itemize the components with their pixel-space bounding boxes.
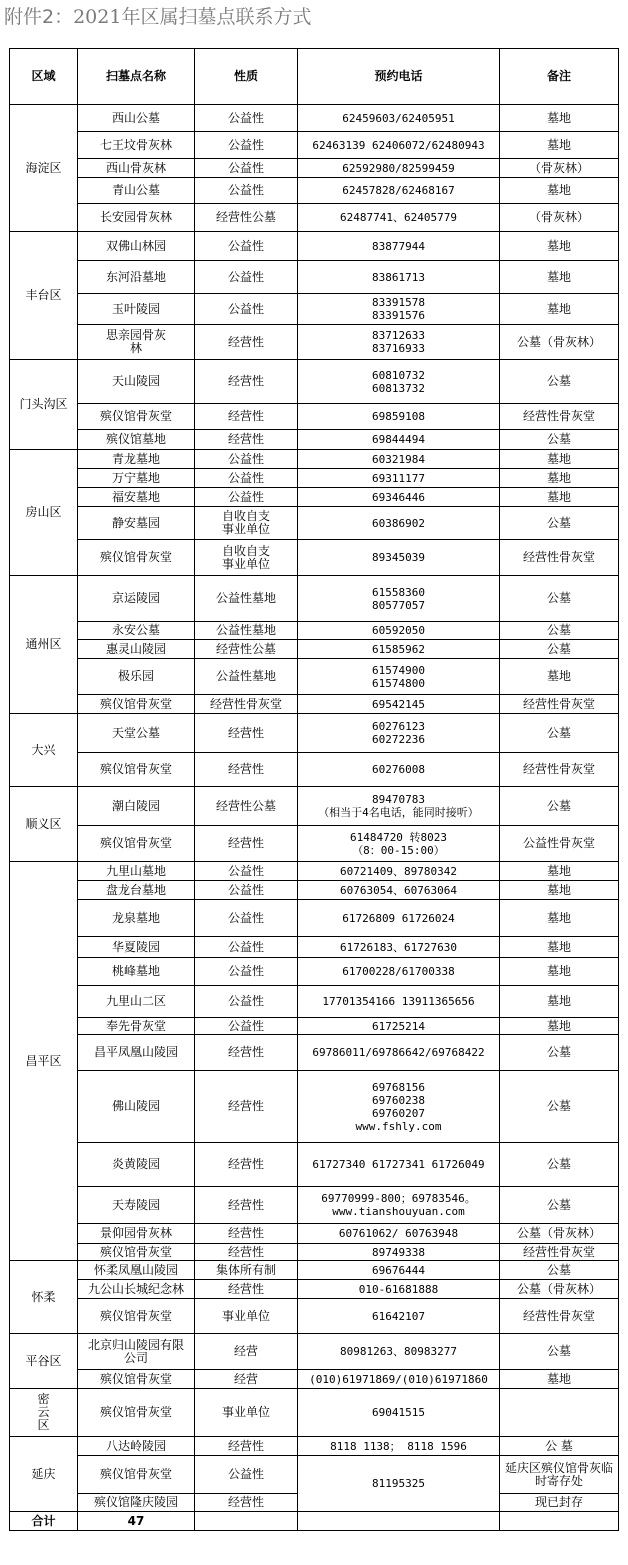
phone-cell: 61484720 转8023 （8：00-15:00） bbox=[298, 826, 500, 862]
site-cell: 殡仪馆骨灰堂 bbox=[78, 404, 195, 430]
note-cell: 经营性骨灰堂 bbox=[500, 695, 619, 714]
phone-cell: 62459603/62405951 bbox=[298, 105, 500, 132]
site-cell: 殡仪馆隆庆陵园 bbox=[78, 1494, 195, 1512]
note-cell: 墓地 bbox=[500, 232, 619, 261]
district-cell: 顺义区 bbox=[10, 787, 78, 862]
table-row bbox=[10, 937, 619, 958]
total-count: 47 bbox=[78, 1512, 195, 1531]
table-row bbox=[10, 488, 619, 507]
nature-cell: 经营性 bbox=[195, 1244, 298, 1261]
nature-cell: 公益性 bbox=[195, 488, 298, 507]
site-cell: 永安公墓 bbox=[78, 622, 195, 640]
nature-cell: 经营性 bbox=[195, 430, 298, 450]
phone-cell: 60763054、60763064 bbox=[298, 881, 500, 900]
site-cell: 奉先骨灰堂 bbox=[78, 1018, 195, 1035]
phone-cell: 69676444 bbox=[298, 1261, 500, 1280]
site-cell: 天堂公墓 bbox=[78, 714, 195, 753]
table-row bbox=[10, 753, 619, 787]
note-cell: 公墓 bbox=[500, 640, 619, 659]
nature-cell: 公益性 bbox=[195, 1018, 298, 1035]
header-phone: 预约电话 bbox=[298, 49, 500, 105]
note-cell: 公墓 bbox=[500, 714, 619, 753]
phone-cell: 69786011/69786642/69768422 bbox=[298, 1035, 500, 1071]
table-row bbox=[10, 360, 619, 404]
note-cell: 公墓 bbox=[500, 1334, 619, 1370]
table-row bbox=[10, 1280, 619, 1299]
note-cell: 公墓 bbox=[500, 1261, 619, 1280]
table-row bbox=[10, 659, 619, 695]
site-cell: 景仰园骨灰林 bbox=[78, 1224, 195, 1244]
site-cell: 西山公墓 bbox=[78, 105, 195, 132]
note-cell: 公墓 bbox=[500, 1035, 619, 1071]
note-cell: （骨灰林） bbox=[500, 204, 619, 232]
nature-cell: 集体所有制 bbox=[195, 1261, 298, 1280]
site-cell: 天寿陵园 bbox=[78, 1187, 195, 1224]
note-cell: 公墓 bbox=[500, 360, 619, 404]
site-cell: 殡仪馆墓地 bbox=[78, 430, 195, 450]
nature-cell: 事业单位 bbox=[195, 1299, 298, 1334]
phone-cell: 62463139 62406072/62480943 bbox=[298, 132, 500, 159]
phone-cell: (010)61971869/(010)61971860 bbox=[298, 1370, 500, 1389]
phone-cell: 89345039 bbox=[298, 540, 500, 576]
phone-cell: 89749338 bbox=[298, 1244, 500, 1261]
phone-cell: 69346446 bbox=[298, 488, 500, 507]
site-cell: 北京归山陵园有限 公司 bbox=[78, 1334, 195, 1370]
note-cell: 公墓 bbox=[500, 622, 619, 640]
table-row bbox=[10, 881, 619, 900]
phone-cell: 62487741、62405779 bbox=[298, 204, 500, 232]
nature-cell: 事业单位 bbox=[195, 1389, 298, 1437]
nature-cell: 公益性 bbox=[195, 937, 298, 958]
phone-cell: 69768156 69760238 69760207 www.fshly.com bbox=[298, 1071, 500, 1143]
page-title bbox=[4, 4, 311, 30]
table-row bbox=[10, 232, 619, 261]
district-cell: 大兴 bbox=[10, 714, 78, 787]
title-prefix: 附件2： bbox=[4, 6, 74, 28]
note-cell: 墓地 bbox=[500, 900, 619, 937]
nature-cell: 公益性 bbox=[195, 178, 298, 204]
nature-cell: 公益性 bbox=[195, 900, 298, 937]
title-text: 2021年区属扫墓点联系方式 bbox=[73, 6, 312, 28]
header-nature: 性质 bbox=[195, 49, 298, 105]
header-note: 备注 bbox=[500, 49, 619, 105]
phone-cell: 61726183、61727630 bbox=[298, 937, 500, 958]
nature-cell: 公益性 bbox=[195, 881, 298, 900]
table-row bbox=[10, 1187, 619, 1224]
site-cell: 殡仪馆骨灰堂 bbox=[78, 695, 195, 714]
nature-cell: 公益性 bbox=[195, 232, 298, 261]
note-cell: 现已封存 bbox=[500, 1494, 619, 1512]
table-row bbox=[10, 261, 619, 294]
note-cell: 公墓 bbox=[500, 576, 619, 622]
note-cell: 公墓 bbox=[500, 507, 619, 540]
phone-cell: 69770999-800；69783546。 www.tianshouyuan.com bbox=[298, 1187, 500, 1224]
phone-cell: 62592980/82599459 bbox=[298, 159, 500, 178]
note-cell: 墓地 bbox=[500, 1370, 619, 1389]
site-cell: 八达岭陵园 bbox=[78, 1437, 195, 1456]
site-cell: 青龙墓地 bbox=[78, 450, 195, 469]
nature-cell: 自收自支 事业单位 bbox=[195, 507, 298, 540]
site-cell: 殡仪馆骨灰堂 bbox=[78, 1389, 195, 1437]
table-row bbox=[10, 622, 619, 640]
table-row bbox=[10, 1456, 619, 1494]
phone-cell: 61642107 bbox=[298, 1299, 500, 1334]
table-row bbox=[10, 294, 619, 325]
site-cell: 双佛山林园 bbox=[78, 232, 195, 261]
phone-cell: 83391578 83391576 bbox=[298, 294, 500, 325]
table-row bbox=[10, 105, 619, 132]
district-cell: 通州区 bbox=[10, 576, 78, 714]
phone-cell: 61725214 bbox=[298, 1018, 500, 1035]
total-empty bbox=[195, 1512, 298, 1531]
table-row bbox=[10, 1018, 619, 1035]
table-row bbox=[10, 1224, 619, 1244]
nature-cell: 经营性 bbox=[195, 1494, 298, 1512]
phone-cell: 8118 1138； 8118 1596 bbox=[298, 1437, 500, 1456]
table-row bbox=[10, 159, 619, 178]
table-row bbox=[10, 178, 619, 204]
table-row bbox=[10, 862, 619, 881]
nature-cell: 公益性墓地 bbox=[195, 576, 298, 622]
phone-cell: 83712633 83716933 bbox=[298, 325, 500, 360]
site-cell: 炎黄陵园 bbox=[78, 1143, 195, 1187]
nature-cell: 经营性 bbox=[195, 714, 298, 753]
site-cell: 殡仪馆骨灰堂 bbox=[78, 826, 195, 862]
site-cell: 九公山长城纪念林 bbox=[78, 1280, 195, 1299]
phone-cell: 61558360 80577057 bbox=[298, 576, 500, 622]
total-empty bbox=[298, 1512, 500, 1531]
phone-cell: 80981263、80983277 bbox=[298, 1334, 500, 1370]
nature-cell: 经营性 bbox=[195, 753, 298, 787]
nature-cell: 自收自支 事业单位 bbox=[195, 540, 298, 576]
phone-cell: 69859108 bbox=[298, 404, 500, 430]
note-cell: 公墓（骨灰林） bbox=[500, 325, 619, 360]
table-row bbox=[10, 576, 619, 622]
site-cell: 极乐园 bbox=[78, 659, 195, 695]
table-row bbox=[10, 450, 619, 469]
nature-cell: 公益性墓地 bbox=[195, 622, 298, 640]
note-cell: 公墓 bbox=[500, 1143, 619, 1187]
nature-cell: 经营 bbox=[195, 1370, 298, 1389]
site-cell: 青山公墓 bbox=[78, 178, 195, 204]
note-cell: 墓地 bbox=[500, 1018, 619, 1035]
table-row bbox=[10, 1299, 619, 1334]
total-row bbox=[10, 1512, 619, 1531]
note-cell: 延庆区殡仪馆骨灰临 时寄存处 bbox=[500, 1456, 619, 1494]
district-cell: 海淀区 bbox=[10, 105, 78, 232]
nature-cell: 经营性骨灰堂 bbox=[195, 695, 298, 714]
note-cell: 公墓 bbox=[500, 1071, 619, 1143]
phone-cell: 60386902 bbox=[298, 507, 500, 540]
note-cell: 墓地 bbox=[500, 488, 619, 507]
district-cell: 怀柔 bbox=[10, 1261, 78, 1334]
note-cell: 公墓 bbox=[500, 1187, 619, 1224]
nature-cell: 经营性 bbox=[195, 360, 298, 404]
header-site: 扫墓点名称 bbox=[78, 49, 195, 105]
nature-cell: 公益性 bbox=[195, 105, 298, 132]
site-cell: 长安园骨灰林 bbox=[78, 204, 195, 232]
note-cell: 经营性骨灰堂 bbox=[500, 404, 619, 430]
nature-cell: 公益性墓地 bbox=[195, 659, 298, 695]
table-row bbox=[10, 958, 619, 986]
note-cell: 墓地 bbox=[500, 105, 619, 132]
phone-cell: 62457828/62468167 bbox=[298, 178, 500, 204]
note-cell: 墓地 bbox=[500, 881, 619, 900]
note-cell: 公 墓 bbox=[500, 1437, 619, 1456]
nature-cell: 经营性公墓 bbox=[195, 640, 298, 659]
table-row bbox=[10, 1389, 619, 1437]
note-cell: 经营性骨灰堂 bbox=[500, 1244, 619, 1261]
nature-cell: 公益性 bbox=[195, 1456, 298, 1494]
table-row bbox=[10, 469, 619, 488]
phone-cell: 61727340 61727341 61726049 bbox=[298, 1143, 500, 1187]
note-cell: 墓地 bbox=[500, 132, 619, 159]
district-cell: 延庆 bbox=[10, 1437, 78, 1512]
phone-cell: 60721409、89780342 bbox=[298, 862, 500, 881]
note-cell: 墓地 bbox=[500, 294, 619, 325]
nature-cell: 公益性 bbox=[195, 294, 298, 325]
nature-cell: 公益性 bbox=[195, 862, 298, 881]
table-row bbox=[10, 714, 619, 753]
site-cell: 怀柔凤凰山陵园 bbox=[78, 1261, 195, 1280]
site-cell: 西山骨灰林 bbox=[78, 159, 195, 178]
table-row bbox=[10, 640, 619, 659]
table-row bbox=[10, 1261, 619, 1280]
table-row bbox=[10, 787, 619, 826]
table-row bbox=[10, 1143, 619, 1187]
note-cell: 公墓（骨灰林） bbox=[500, 1280, 619, 1299]
note-cell: 墓地 bbox=[500, 469, 619, 488]
site-cell: 桃峰墓地 bbox=[78, 958, 195, 986]
nature-cell: 公益性 bbox=[195, 958, 298, 986]
table-row bbox=[10, 826, 619, 862]
site-cell: 玉叶陵园 bbox=[78, 294, 195, 325]
district-cell: 密 云 区 bbox=[10, 1389, 78, 1437]
table-row bbox=[10, 1035, 619, 1071]
note-cell: 墓地 bbox=[500, 958, 619, 986]
note-cell: 公墓（骨灰林） bbox=[500, 1224, 619, 1244]
contact-table bbox=[9, 48, 619, 1531]
note-cell: 墓地 bbox=[500, 986, 619, 1018]
table-row bbox=[10, 325, 619, 360]
header-row bbox=[10, 49, 619, 105]
site-cell: 华夏陵园 bbox=[78, 937, 195, 958]
site-cell: 思亲园骨灰 林 bbox=[78, 325, 195, 360]
nature-cell: 公益性 bbox=[195, 986, 298, 1018]
table-row bbox=[10, 1334, 619, 1370]
table-row bbox=[10, 1437, 619, 1456]
phone-cell: 60761062/ 60763948 bbox=[298, 1224, 500, 1244]
phone-cell: 69311177 bbox=[298, 469, 500, 488]
nature-cell: 公益性 bbox=[195, 159, 298, 178]
note-cell: 经营性骨灰堂 bbox=[500, 540, 619, 576]
nature-cell: 经营性 bbox=[195, 1437, 298, 1456]
site-cell: 静安墓园 bbox=[78, 507, 195, 540]
district-cell: 昌平区 bbox=[10, 862, 78, 1261]
phone-cell: 61700228/61700338 bbox=[298, 958, 500, 986]
site-cell: 天山陵园 bbox=[78, 360, 195, 404]
site-cell: 九里山墓地 bbox=[78, 862, 195, 881]
district-cell: 平谷区 bbox=[10, 1334, 78, 1389]
site-cell: 福安墓地 bbox=[78, 488, 195, 507]
site-cell: 惠灵山陵园 bbox=[78, 640, 195, 659]
nature-cell: 公益性 bbox=[195, 469, 298, 488]
site-cell: 殡仪馆骨灰堂 bbox=[78, 1456, 195, 1494]
site-cell: 殡仪馆骨灰堂 bbox=[78, 540, 195, 576]
note-cell: 墓地 bbox=[500, 937, 619, 958]
site-cell: 殡仪馆骨灰堂 bbox=[78, 753, 195, 787]
table-row bbox=[10, 1071, 619, 1143]
total-empty bbox=[500, 1512, 619, 1531]
phone-cell: 89470783 （相当于4名电话，能同时接听） bbox=[298, 787, 500, 826]
district-cell: 门头沟区 bbox=[10, 360, 78, 450]
note-cell: 公墓 bbox=[500, 787, 619, 826]
note-cell: 经营性骨灰堂 bbox=[500, 753, 619, 787]
site-cell: 昌平凤凰山陵园 bbox=[78, 1035, 195, 1071]
total-label: 合计 bbox=[10, 1512, 78, 1531]
table-row bbox=[10, 507, 619, 540]
nature-cell: 经营性 bbox=[195, 325, 298, 360]
note-cell: 墓地 bbox=[500, 261, 619, 294]
phone-cell: 61726809 61726024 bbox=[298, 900, 500, 937]
table-row bbox=[10, 404, 619, 430]
note-cell: 墓地 bbox=[500, 450, 619, 469]
note-cell: 经营性骨灰堂 bbox=[500, 1299, 619, 1334]
site-cell: 东河沿墓地 bbox=[78, 261, 195, 294]
note-cell bbox=[500, 1389, 619, 1437]
phone-cell: 69844494 bbox=[298, 430, 500, 450]
site-cell: 九里山二区 bbox=[78, 986, 195, 1018]
phone-cell: 61585962 bbox=[298, 640, 500, 659]
nature-cell: 公益性 bbox=[195, 450, 298, 469]
phone-cell: 60276008 bbox=[298, 753, 500, 787]
phone-cell: 60592050 bbox=[298, 622, 500, 640]
nature-cell: 经营性 bbox=[195, 1035, 298, 1071]
nature-cell: 经营性 bbox=[195, 404, 298, 430]
note-cell: 公墓 bbox=[500, 430, 619, 450]
header-district: 区域 bbox=[10, 49, 78, 105]
phone-cell: 60810732 60813732 bbox=[298, 360, 500, 404]
table-row bbox=[10, 132, 619, 159]
phone-cell: 61574900 61574800 bbox=[298, 659, 500, 695]
site-cell: 盘龙台墓地 bbox=[78, 881, 195, 900]
nature-cell: 经营性 bbox=[195, 1280, 298, 1299]
phone-cell: 60321984 bbox=[298, 450, 500, 469]
table-body bbox=[10, 105, 619, 1512]
site-cell: 万宁墓地 bbox=[78, 469, 195, 488]
nature-cell: 经营 bbox=[195, 1334, 298, 1370]
table-row bbox=[10, 695, 619, 714]
site-cell: 佛山陵园 bbox=[78, 1071, 195, 1143]
nature-cell: 经营性公墓 bbox=[195, 787, 298, 826]
nature-cell: 经营性 bbox=[195, 826, 298, 862]
nature-cell: 公益性 bbox=[195, 132, 298, 159]
table-row bbox=[10, 204, 619, 232]
phone-cell: 81195325 bbox=[298, 1456, 500, 1512]
nature-cell: 经营性 bbox=[195, 1143, 298, 1187]
note-cell: 公益性骨灰堂 bbox=[500, 826, 619, 862]
note-cell: （骨灰林） bbox=[500, 159, 619, 178]
phone-cell: 60276123 60272236 bbox=[298, 714, 500, 753]
nature-cell: 公益性 bbox=[195, 261, 298, 294]
site-cell: 殡仪馆骨灰堂 bbox=[78, 1299, 195, 1334]
phone-cell: 17701354166 13911365656 bbox=[298, 986, 500, 1018]
phone-cell: 69542145 bbox=[298, 695, 500, 714]
note-cell: 墓地 bbox=[500, 862, 619, 881]
phone-cell: 83877944 bbox=[298, 232, 500, 261]
note-cell: 墓地 bbox=[500, 178, 619, 204]
site-cell: 龙泉墓地 bbox=[78, 900, 195, 937]
nature-cell: 经营性 bbox=[195, 1071, 298, 1143]
site-cell: 七王坟骨灰林 bbox=[78, 132, 195, 159]
nature-cell: 经营性 bbox=[195, 1187, 298, 1224]
table-row bbox=[10, 430, 619, 450]
district-cell: 丰台区 bbox=[10, 232, 78, 360]
table-row bbox=[10, 900, 619, 937]
phone-cell: 83861713 bbox=[298, 261, 500, 294]
phone-cell: 010-61681888 bbox=[298, 1280, 500, 1299]
nature-cell: 经营性公墓 bbox=[195, 204, 298, 232]
phone-cell: 69041515 bbox=[298, 1389, 500, 1437]
site-cell: 京运陵园 bbox=[78, 576, 195, 622]
site-cell: 殡仪馆骨灰堂 bbox=[78, 1370, 195, 1389]
site-cell: 殡仪馆骨灰堂 bbox=[78, 1244, 195, 1261]
table-row bbox=[10, 540, 619, 576]
nature-cell: 经营性 bbox=[195, 1224, 298, 1244]
table-row bbox=[10, 1370, 619, 1389]
site-cell: 潮白陵园 bbox=[78, 787, 195, 826]
note-cell: 墓地 bbox=[500, 659, 619, 695]
district-cell: 房山区 bbox=[10, 450, 78, 576]
table-row bbox=[10, 986, 619, 1018]
table-row bbox=[10, 1244, 619, 1261]
